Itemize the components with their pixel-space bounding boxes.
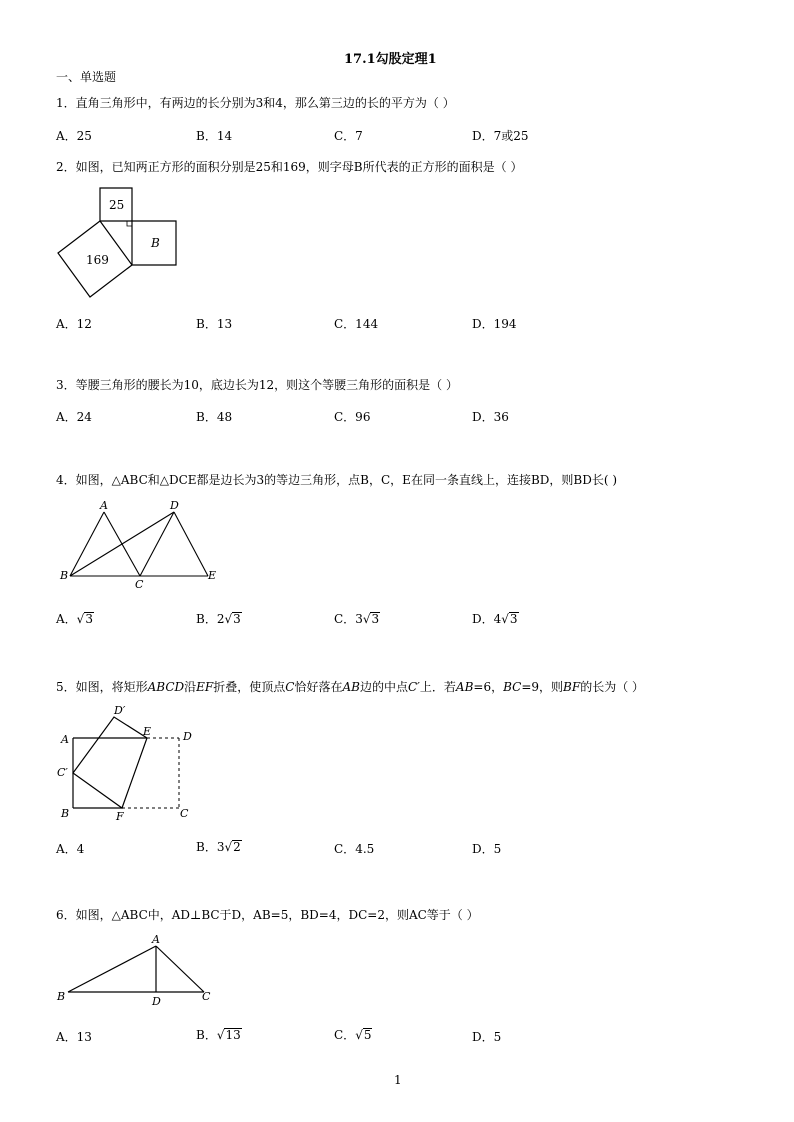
question-5-option-b: B．3√2 — [196, 840, 241, 854]
page-number: 1 — [394, 1073, 402, 1087]
question-6-option-c: C．√5 — [334, 1028, 372, 1042]
question-5-stem: 5．如图，将矩形ABCD沿EF折叠，使顶点C恰好落在AB边的中点C′上．若AB=6，BC=9，则BF的长为（ ） — [56, 680, 645, 694]
question-3-option-c: C．96 — [334, 410, 371, 424]
question-2-stem: 2．如图，已知两正方形的面积分别是25和169，则字母B所代表的正方形的面积是（ ） — [56, 160, 523, 174]
segment-bd — [70, 512, 174, 576]
question-5-option-d: D．5 — [472, 842, 502, 856]
point-d-label: D — [183, 730, 192, 743]
point-e-label: E — [143, 725, 152, 738]
question-6-figure — [52, 932, 222, 1012]
point-b-label: B — [61, 807, 70, 820]
question-4-stem: 4．如图，△ABC和△DCE都是边长为3的等边三角形，点B，C，E在同一条直线上，连接BD，则BD长( ) — [56, 473, 617, 487]
question-4-figure — [56, 498, 226, 592]
question-4-option-a: A．√3 — [56, 612, 93, 626]
question-5-figure — [54, 700, 204, 824]
point-a-label: A — [100, 499, 108, 512]
question-5-option-a: A．4 — [56, 842, 85, 856]
page-title: 17.1勾股定理1 — [344, 52, 437, 67]
question-6-option-a: A．13 — [56, 1030, 92, 1044]
question-6-stem: 6．如图，△ABC中，AD⊥BC于D，AB=5，BD=4，DC=2，则AC等于（ ） — [56, 908, 479, 922]
small-square-label: 25 — [109, 198, 125, 212]
point-c-prime-label: C′ — [57, 766, 68, 779]
point-b-label: B — [57, 990, 66, 1003]
question-4-option-d: D．4√3 — [472, 612, 518, 626]
point-d-label: D — [170, 499, 179, 512]
question-1-option-d: D．7或25 — [472, 129, 529, 143]
point-c-label: C — [202, 990, 211, 1003]
point-c-label: C — [135, 578, 144, 591]
point-e-label: E — [208, 569, 217, 582]
point-b-label: B — [60, 569, 69, 582]
question-6-option-b: B．√13 — [196, 1028, 241, 1042]
question-1-option-a: A．25 — [56, 129, 92, 143]
question-3-option-d: D．36 — [472, 410, 509, 424]
question-2-option-c: C．144 — [334, 317, 379, 331]
point-d-prime-label: D′ — [114, 704, 126, 717]
question-1-option-c: C．7 — [334, 129, 363, 143]
point-a-label: A — [61, 733, 69, 746]
point-f-label: F — [116, 810, 124, 823]
question-3-option-b: B．48 — [196, 410, 233, 424]
question-2-option-d: D．194 — [472, 317, 517, 331]
right-angle-mark — [127, 221, 132, 226]
question-6-option-d: D．5 — [472, 1030, 502, 1044]
question-2-figure — [50, 182, 190, 302]
question-3-option-a: A．24 — [56, 410, 92, 424]
question-1-stem: 1．直角三角形中，有两边的长分别为3和4，那么第三边的长的平方为（ ） — [56, 96, 455, 110]
point-c-label: C — [180, 807, 189, 820]
question-5-option-c: C．4.5 — [334, 842, 375, 856]
point-a-label: A — [152, 933, 160, 946]
question-2-option-a: A．12 — [56, 317, 92, 331]
question-2-option-b: B．13 — [196, 317, 233, 331]
question-1-option-b: B．14 — [196, 129, 233, 143]
unknown-square-label: B — [151, 236, 160, 250]
question-4-option-b: B．2√3 — [196, 612, 241, 626]
question-3-stem: 3．等腰三角形的腰长为10，底边长为12，则这个等腰三角形的面积是（ ） — [56, 378, 458, 392]
point-d-label: D — [152, 995, 161, 1008]
section-heading: 一、单选题 — [56, 70, 117, 84]
large-square-label: 169 — [86, 253, 109, 267]
question-4-option-c: C．3√3 — [334, 612, 380, 626]
